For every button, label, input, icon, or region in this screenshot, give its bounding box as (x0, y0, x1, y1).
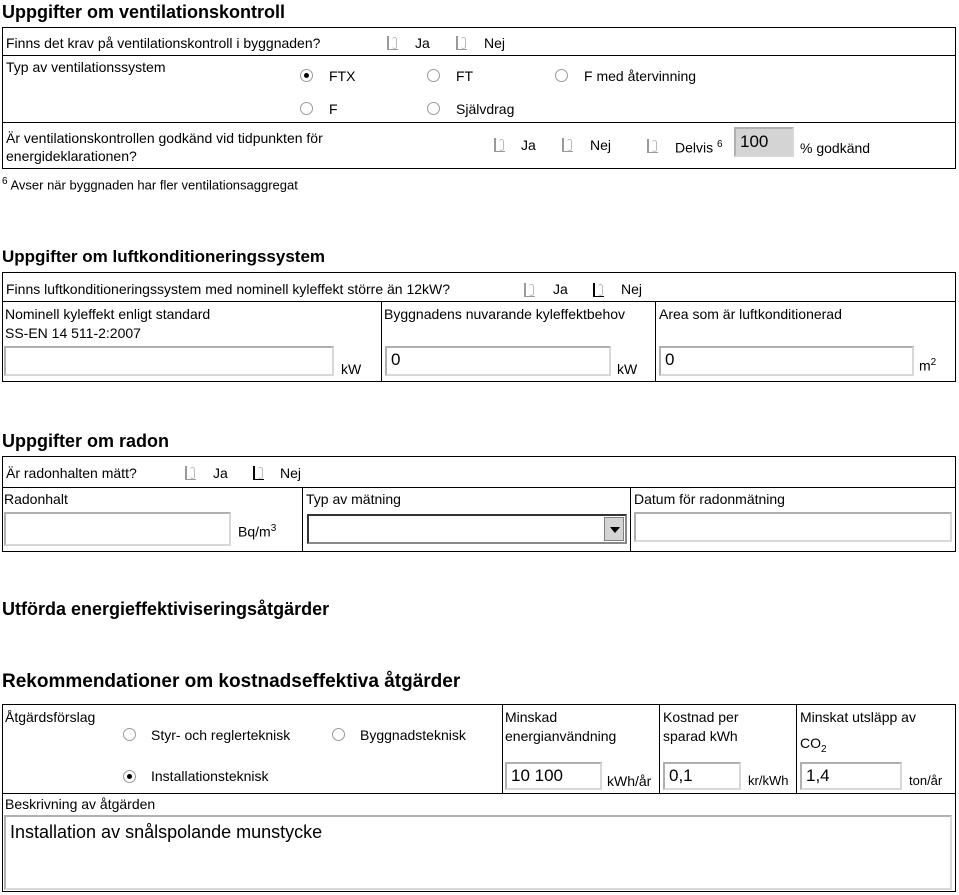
ac-question: Finns luftkonditioneringssystem med nominell kyleffekt större än 12kW? (6, 281, 451, 297)
system-ft-label: FT (456, 68, 474, 84)
cost-label-2: sparad kWh (663, 728, 738, 744)
divider (2, 487, 956, 488)
radon-yes-label: Ja (213, 465, 228, 481)
divider (796, 704, 797, 793)
ac-nominal-label: Nominell kyleffekt enligt standard (5, 306, 211, 322)
divider (2, 301, 956, 302)
radon-title: Uppgifter om radon (2, 431, 169, 451)
radon-no-label: Nej (280, 465, 302, 481)
ventilation-footnote: $^6$ Avser när byggnaden har fler ventilationsaggregat (2, 176, 298, 193)
system-ftx-radio[interactable] (300, 69, 313, 82)
ac-title: Uppgifter om luftkonditioneringssystem (2, 247, 326, 266)
ventilation-required-question: Finns det krav på ventilationskontroll i byggnaden? (6, 35, 321, 51)
divider (659, 704, 660, 793)
measures-title: Utförda energieffektiviseringsåtgärder (2, 599, 330, 619)
radon-date-label: Datum för radonmätning (634, 491, 785, 507)
approved-yes-radio[interactable] (494, 138, 505, 152)
divider (655, 301, 656, 382)
radon-no-radio[interactable] (253, 466, 264, 480)
system-natural-radio[interactable] (427, 102, 440, 115)
energy-input[interactable]: 10 100 (505, 762, 602, 790)
approved-partly-label: Delvis $^6$ (675, 139, 723, 156)
ventilation-system-label: Typ av ventilationssystem (6, 59, 166, 75)
percent-approved-unit: % godkänd (800, 140, 871, 156)
cost-unit: kr/kWh (748, 773, 789, 788)
description-input[interactable]: Installation av snålspolande munstycke (4, 815, 952, 890)
ventilation-approved-question-2: energideklarationen? (6, 148, 137, 164)
ac-yes-label: Ja (553, 281, 568, 297)
radon-level-unit: $Bq/m^3$ (238, 523, 277, 540)
ac-demand-label: Byggnadens nuvarande kyleffektbehov (384, 306, 626, 322)
cost-label: Kostnad per (663, 709, 739, 725)
chevron-down-icon[interactable] (604, 517, 624, 541)
radon-level-input[interactable] (4, 512, 231, 546)
radon-date-input[interactable] (634, 512, 952, 542)
ac-demand-input[interactable]: 0 (385, 346, 611, 376)
option-building-label: Byggnadsteknisk (360, 727, 466, 743)
divider (2, 793, 956, 794)
description-label: Beskrivning av åtgärden (5, 796, 156, 812)
ventilation-required-yes-radio[interactable] (387, 36, 398, 50)
energy-label-2: energianvändning (505, 728, 617, 744)
footnote-ref: 6 (717, 139, 723, 150)
ac-area-input[interactable]: 0 (659, 346, 914, 376)
ac-nominal-input[interactable] (4, 346, 334, 376)
radon-yes-radio[interactable] (185, 466, 196, 480)
system-f-recovery-label: F med återvinning (584, 68, 697, 84)
option-building-radio[interactable] (332, 728, 345, 741)
energy-unit: kWh/år (607, 773, 652, 789)
approved-no-label: Nej (590, 137, 612, 153)
approved-no-radio[interactable] (562, 138, 573, 152)
ventilation-required-no-label: Nej (484, 35, 506, 51)
divider (630, 487, 631, 552)
option-installation-radio[interactable] (123, 770, 136, 783)
divider (2, 55, 956, 56)
divider (381, 301, 382, 382)
recommendations-title: Rekommendationer om kostnadseffektiva åtgärder (2, 671, 461, 692)
system-f-label: F (329, 101, 338, 117)
divider (502, 704, 503, 793)
radon-type-select[interactable] (307, 514, 627, 544)
energy-label: Minskad (505, 709, 558, 725)
option-installation-label: Installationsteknisk (151, 768, 269, 784)
co2-label-2: $CO_2$ (800, 735, 827, 755)
cost-input[interactable]: 0,1 (663, 762, 741, 790)
ac-yes-radio[interactable] (524, 283, 535, 297)
system-ft-radio[interactable] (427, 69, 440, 82)
ventilation-title: Uppgifter om ventilationskontroll (2, 2, 286, 22)
approved-yes-label: Ja (521, 137, 536, 153)
ac-area-label: Area som är luftkonditionerad (659, 306, 842, 322)
ac-no-radio[interactable] (593, 283, 604, 297)
system-natural-label: Självdrag (456, 101, 515, 117)
co2-label: Minskat utsläpp av (800, 709, 916, 725)
ac-area-unit: $m^2$ (919, 357, 937, 374)
proposal-label: Åtgärdsförslag (5, 709, 96, 725)
ac-nominal-unit: kW (341, 361, 362, 377)
co2-unit: ton/år (909, 773, 943, 788)
percent-approved-input[interactable]: 100 (734, 127, 794, 157)
system-f-recovery-radio[interactable] (555, 69, 568, 82)
option-control-radio[interactable] (123, 728, 136, 741)
ventilation-required-no-radio[interactable] (456, 36, 467, 50)
co2-input[interactable]: 1,4 (800, 762, 902, 790)
ac-demand-unit: kW (617, 361, 638, 377)
approved-partly-radio[interactable] (647, 139, 658, 153)
radon-level-label: Radonhalt (4, 491, 68, 507)
option-control-label: Styr- och reglerteknisk (151, 727, 291, 743)
radon-question: Är radonhalten mätt? (6, 465, 137, 481)
system-f-radio[interactable] (300, 102, 313, 115)
radon-type-label: Typ av mätning (306, 491, 401, 507)
divider (302, 487, 303, 552)
ac-no-label: Nej (621, 281, 643, 297)
ventilation-required-yes-label: Ja (415, 35, 430, 51)
ac-nominal-label-2: SS-EN 14 511-2:2007 (5, 325, 141, 341)
system-ftx-label: FTX (329, 68, 356, 84)
ventilation-approved-question: Är ventilationskontrollen godkänd vid tidpunkten för (6, 130, 323, 146)
